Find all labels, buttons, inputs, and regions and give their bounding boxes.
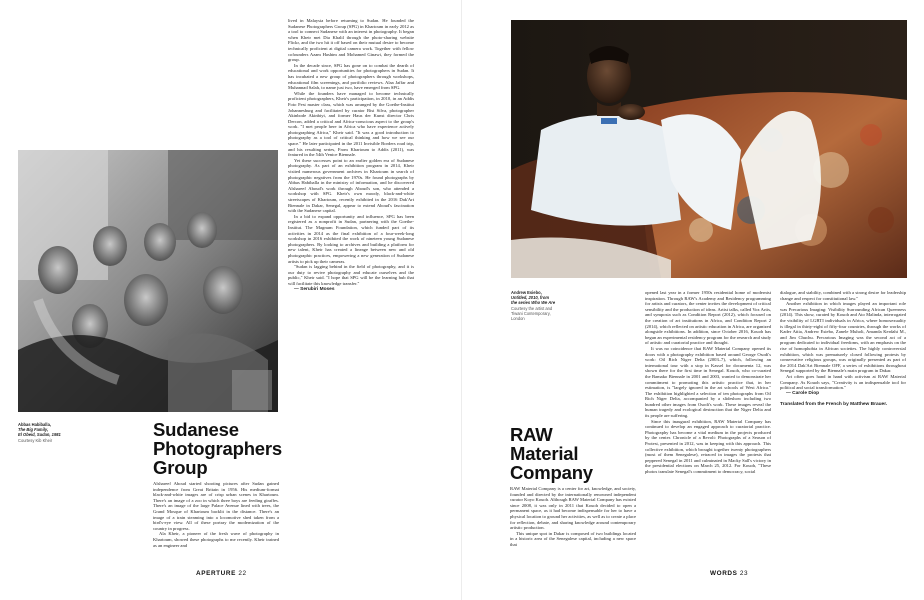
author-carole-diop: — Carole Diop [786,390,820,396]
right-page [462,0,924,600]
caption-title: The Big Family, [18,427,49,433]
family-group-photo [18,150,278,412]
sudanese-photographers-headline: Sudanese Photographers Group [153,419,282,478]
raw-material-company-headline: RAW Material Company [510,424,593,483]
right-article-column-3: dialogue, and stability, combined with a strong desire for leadership change and respect for constitutional law." Another exhibition in which images played an important role was Precarious Imaging: Visibility Surrounding African Queerness (2014). This show, curated by Kouoh and Ato Malinda, interrogated the visibility of LGBTI individuals in Africa, where homosexuality is illegal in thirty-eight of fifty-four countries, through the works of Kader Attia, Andrew Esiebo, Zanele Muholi, Amanda Kerdahi M., and Jim Chuchu. Precarious Imaging was the second act of a program dedicated to individual freedoms, with an emphasis on the rise of homophobia in African societies. The highly controversial exhibition, which was prematurely closed following protests by conservative religious groups, was originally presented as part of the 2014 Dak'Art Biennale OFF, a series of exhibitions throughout Senegal supported by the Biennale's main program in Dakar. Art often goes hand in hand with activism at RAW Material Company. As Kouoh says, "Creativity is an indispensable tool for political and social transformation." — Carole Diop Translated from the French by Matthew Brauer. [780,290,906,408]
left-article-column-1: Alshareef Aboud started shooting pictures after Sudan gained independence from Great Britain in 1956. His medium-format black-and-white images are of crisp urban scenes in Khartoum. There's an image of a zoo in which three boys are feeding giraffes. There's an image of the large Palace Avenue lined with trees, the Grand Mosque of Khartoum backlit in the distance. There's an image of a train steaming into a locomotive shed taken from a bird's-eye view. All of these portray the modernization of the country in progress. Ala Kheir, a pioneer of the fresh wave of photography in Khartoum, showed these photographs to me recently. Kheir trained as an engineer and [153,481,279,548]
caption-title: Untitled, 2010, from [511,295,549,301]
left-folio: APERTURE 22 [196,570,247,577]
caption-credit-1: Courtesy the artist and [511,305,553,311]
caption-credit: Courtesy Kib Kheir [18,437,53,443]
caption-artist: Andrew Esiebo, [511,290,542,295]
portrait-photo-caption [511,290,601,321]
caption-place: El Obeid, Sudan, 1981 [18,432,61,438]
left-article-column-2: lived in Malaysia before returning to Sudan. He founded the Sudanese Photographers Group (SPG) in Khartoum in early 2012 as a tool to connect Sudanese with an interest in photography. It began when Kheir met Dia Khalil through the photo-sharing website Flickr, and the two hit it off based on their mutual desire to become technically proficient at digital camera work. Together with fellow cofounders Azam Hashim and Mohamed Ginawi, they formed the group. In the decade since, SPG has gone on to combat the dearth of educational and work opportunities for photographers in Sudan. It has incubated a new group of photographers through workshops, educational film screenings, and portfolio reviews. Alaa Jaffar and Muhannad Salah, to name just two, have emerged from SPG. While the founders have managed to become technically proficient photographers, Kheir's participation, in 2010, in an Addis Foto Fest master class, which was arranged by the Goethe-Institut Johannesburg and facilitated by curator Bisi Silva, photographer Akinbode Akinbiyi, and former Haus der Kunst director Chris Dercon, added a critical and Africa-conscious aspect to the group's work. "I met people here in Africa who have experience actively photographing Africa," Kheir said. "It was a good introduction to photography as a tool of critical thinking and how we see our space." He later participated in the 2011 Invisible Borders road trip, and his resulting series, From Khartoum to Addis (2011), was featured in the 54th Venice Biennale. Yet these successes point to an earlier golden era of Sudanese photography. As part of an exhibition program in 2014, Kheir visited numerous government archives in Khartoum in search of photographic negatives from the 1970s. He found photographs by Abbas Habiballa in the ministry of information, and he discovered Alshareef Aboud's work through Aboud's son, who attended a workshop with SPG. Kheir's own moody, black-and-white streetscapes of Khartoum, recently exhibited in the 2016 Dak'Art Biennale in Dakar, Senegal, appear to extend Aboud's fascination with the Sudanese capital. In a bid to expand opportunity and influence, SPG has been registered as a nonprofit in Sudan, partnering with the Goethe-Institut. The Magnum Foundation, which funded part of its activities in 2014 as the final exhibition of a four-week-long workshop in 2016 exhibited the work of nineteen young Sudanese photographers. By looking to archives and building a platform for new talent, Kheir has created a lineage between new and old photographic practices, empowering a new generation of Sudanese artists to pick up their cameras. "Sudan is lagging behind in the field of photography, and it is our duty to revive photography and educate ourselves and the public," Kheir said. "I hope that SPG will be the learning hub that will facilitate this knowledge transfer." — Serubiri Moses [288,18,414,292]
family-photo-image [18,150,278,412]
caption-series: the series Who We Are [511,300,556,306]
family-photo-caption [18,422,98,443]
author-serubiri-moses: — Serubiri Moses [294,286,335,292]
translation-credit: Translated from the French by Matthew Brauer. [780,402,888,408]
portrait-photo-image [511,20,907,278]
right-article-column-2: opened last year in a former 1950s residential home of modernist inspiration. Through RAW's Academy and Residency programming for artists and curators, the center invites the development of critical sensibility and the production of ideas. Artist talks, called Vox Artis, and symposia such as Condition Report (2012), which focused on the creation of art institutions in Africa, and Condition Report 2 (2014), which reflected on artistic education in Africa, are organized alongside exhibitions. In addition, since October 2016, Kouoh has begun an experimental residency program for the research and study of artistic and curatorial practice and thought. It was no coincidence that RAW Material Company opened its doors with a photography exhibition based around George Osodi's work: Oil Rich Niger Delta (2003–7), which, following an international tour with a stop in Kassel for documenta 12, was shown there for the first time in Senegal. Kouoh, who co-curated the Bamako Biennale in 2001 and 2003, wanted to demonstrate her commitment to promoting this artistic practice that, in her estimation, is "largely ignored in the art schools of West Africa." The exhibition highlighted a selection of ten photographs from Oil Rich Niger Delta, accompanied by a slideshow including two hundred other images from Osodi's work. These images reveal the human tragedy and ecological destruction that the Niger Delta and its people are suffering. Since this inaugural exhibition, RAW Material Company has continued to develop an engaged approach to curatorial practice. Photography has become a vital medium in the projects produced by the center. Chronicle of a Revolt: Photographs of a Season of Protest, presented in 2012, was in keeping with this approach. This collective exhibition, which brought together twenty photographers (most of them Senegalese), retraced in images the protests that peppered Senegal in 2011 and culminated in Macky Sall's victory in the presidential elections on March 25, 2012. For Kouoh, "These photos translate Senegal's commitment to democracy, social [645,290,771,474]
portrait-on-sofa-photo [511,20,907,278]
caption-artist: Abbas Habiballa, [18,422,51,427]
caption-credit-2: Tiwani Contemporary, [511,310,551,316]
right-article-column-1: RAW Material Company is a center for art, knowledge, and society, founded and directed by the internationally renowned independent curator Koyo Kouoh. Although RAW Material Company has existed since 2008, it was only in 2011 that Kouoh decided to open a permanent space, as it had become indispensable for her to have a physical location to ground her activities, as well as to create a place for reflection, debate, and sharing knowledge around contemporary artistic production. This unique spot in Dakar is composed of two buildings located in a historic area of the Senegalese capital, including a new space that [510,486,636,547]
right-folio: WORDS 23 [710,570,749,577]
caption-credit-3: London [511,316,525,322]
